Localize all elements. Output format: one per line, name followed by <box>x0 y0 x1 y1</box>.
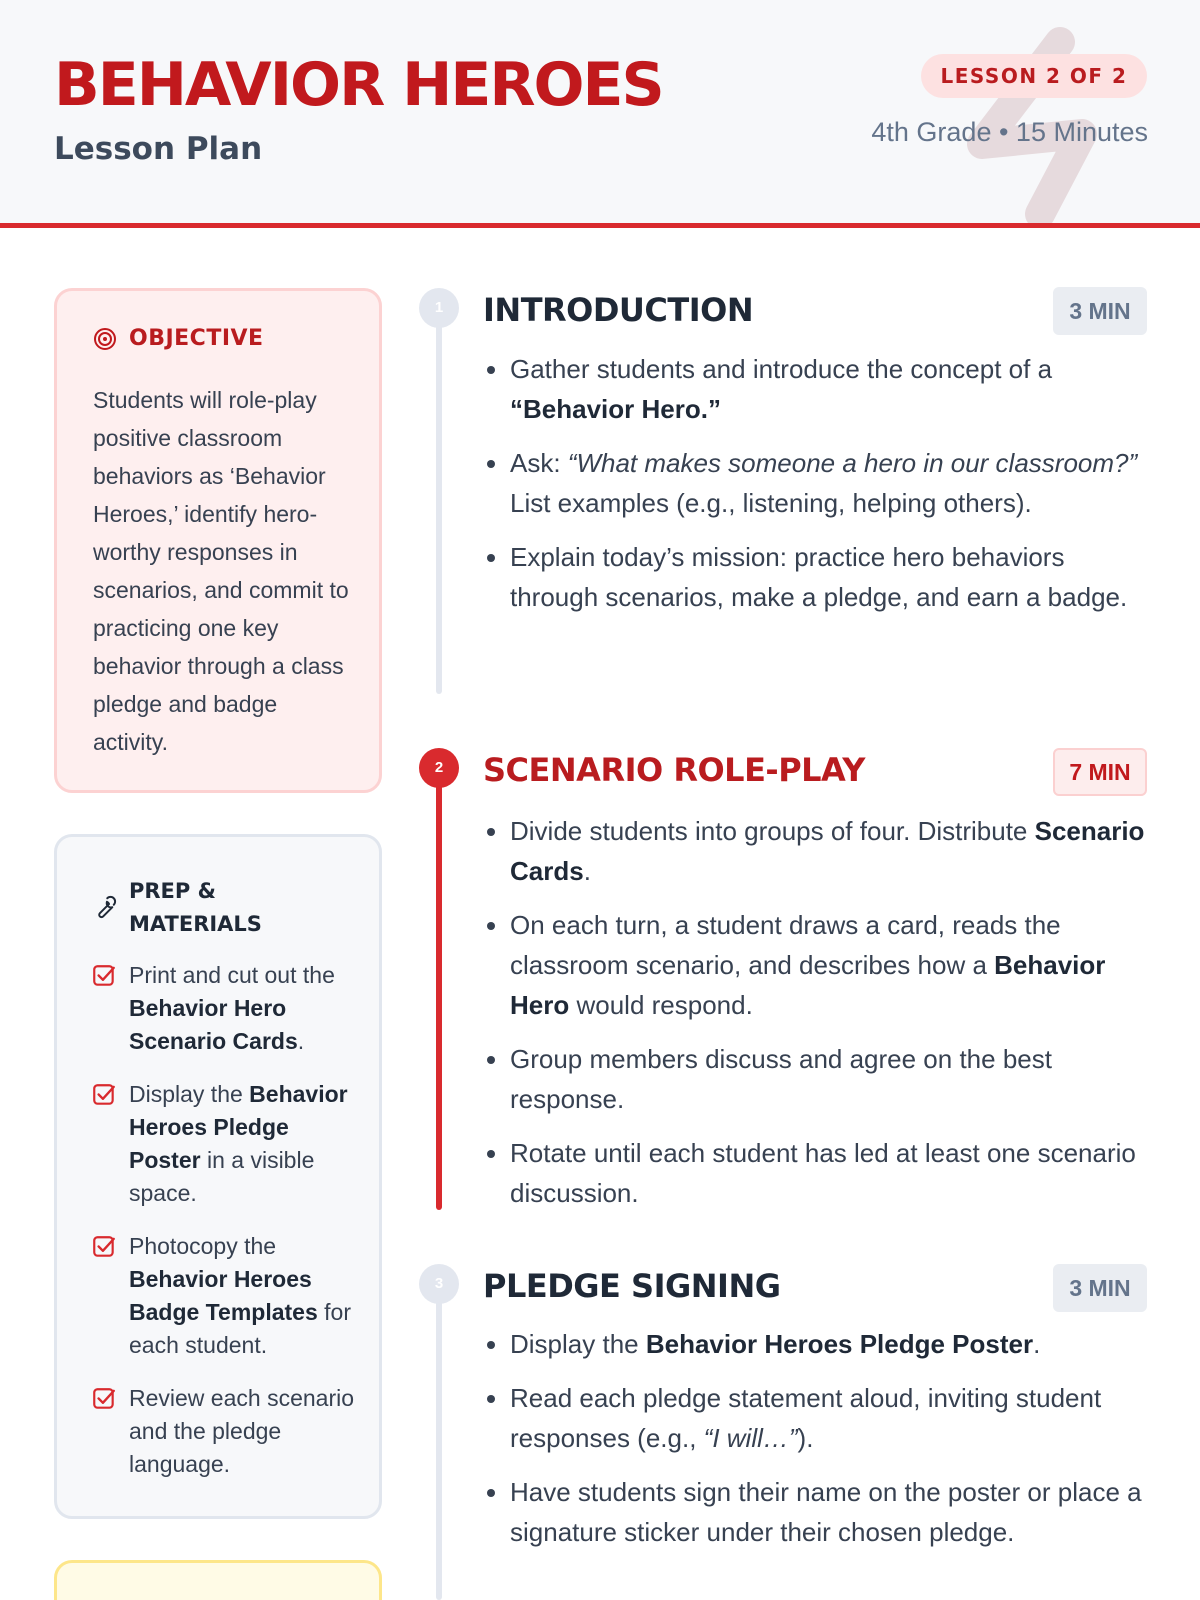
step-number-1: 1 <box>419 288 459 328</box>
list-item: • Explain today’s mission: practice hero behaviors through scenarios, make a pledge, and earn a badge. <box>510 537 1150 617</box>
list-item: • Group members discuss and agree on the best response. <box>510 1039 1150 1119</box>
list-item: • Gather students and introduce the concept of a “Behavior Hero.” <box>510 349 1150 429</box>
prep-heading: PREP & MATERIALS <box>129 879 262 936</box>
lesson-badge: LESSON 2 OF 2 <box>921 54 1147 98</box>
prep-item: Display the Behavior Heroes Pledge Poster in a visible space. <box>91 1078 359 1210</box>
prep-item: Review each scenario and the pledge language. <box>91 1382 359 1481</box>
objective-card <box>54 288 382 793</box>
prep-checklist <box>91 959 359 1501</box>
list-item: • Read each pledge statement aloud, inviting student responses (e.g., “I will…”). <box>510 1378 1150 1458</box>
section-bullets-pledge-signing <box>480 1324 1150 1566</box>
prep-materials-card <box>54 834 382 1519</box>
target-icon <box>93 327 117 351</box>
grade-duration: 4th Grade • 15 Minutes <box>871 117 1148 147</box>
section-title-introduction: INTRODUCTION <box>483 291 754 329</box>
page-header <box>0 0 1200 228</box>
timeline-rail-1 <box>436 308 442 694</box>
list-item: • Rotate until each student has led at least one scenario discussion. <box>510 1133 1150 1213</box>
prep-item: Photocopy the Behavior Heroes Badge Templates for each student. <box>91 1230 359 1362</box>
timeline-rail-2 <box>436 768 442 1210</box>
checkbox-checked-icon <box>91 1082 117 1108</box>
section-time-badge: 3 MIN <box>1053 1264 1147 1312</box>
section-title-scenario-role-play: SCENARIO ROLE-PLAY <box>483 751 865 789</box>
prep-item: Print and cut out the Behavior Hero Scenario Cards. <box>91 959 359 1058</box>
list-item: • Divide students into groups of four. Distribute Scenario Cards. <box>510 811 1150 891</box>
page-title: BEHAVIOR HEROES <box>54 50 663 120</box>
note-card <box>54 1560 382 1600</box>
objective-heading: OBJECTIVE <box>129 326 264 351</box>
timeline-rail-3 <box>436 1284 442 1600</box>
list-item: • On each turn, a student draws a card, reads the classroom scenario, and describes how a Behavior Hero would respond. <box>510 905 1150 1025</box>
wrench-icon <box>91 895 117 921</box>
section-bullets-introduction <box>480 349 1150 631</box>
step-number-3: 3 <box>419 1264 459 1304</box>
step-number-2: 2 <box>419 748 459 788</box>
list-item: • Have students sign their name on the poster or place a signature sticker under their chosen pledge. <box>510 1472 1150 1552</box>
page-subtitle: Lesson Plan <box>54 131 263 167</box>
section-time-badge: 7 MIN <box>1053 748 1147 796</box>
objective-text: Students will role-play positive classroom behaviors as ‘Behavior Heroes,’ identify hero-worthy responses in scenarios, and commit to practicing one key behavior through a class pledge and badge activity. <box>93 387 349 755</box>
section-bullets-scenario-role-play <box>480 811 1150 1227</box>
list-item: • Ask: “What makes someone a hero in our classroom?” List examples (e.g., listening, helping others). <box>510 443 1150 523</box>
section-title-pledge-signing: PLEDGE SIGNING <box>483 1267 781 1305</box>
section-time-badge: 3 MIN <box>1053 287 1147 335</box>
checkbox-checked-icon <box>91 963 117 989</box>
checkbox-checked-icon <box>91 1234 117 1260</box>
checkbox-checked-icon <box>91 1386 117 1412</box>
list-item: • Display the Behavior Heroes Pledge Poster. <box>510 1324 1150 1364</box>
